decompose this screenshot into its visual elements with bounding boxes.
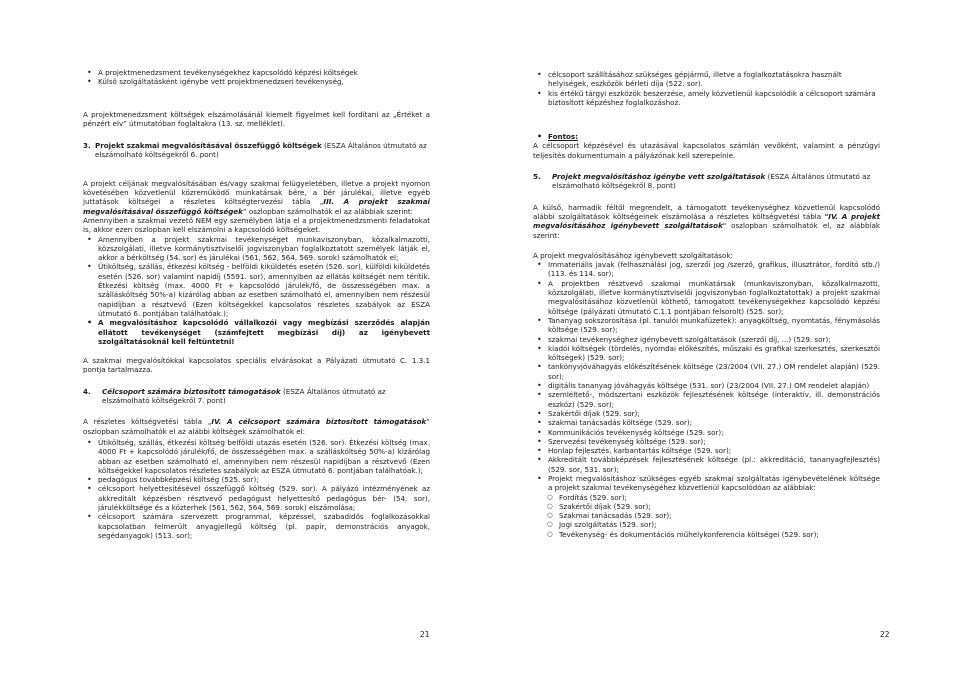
services-sublist xyxy=(533,493,880,539)
top-bullet-list xyxy=(533,70,880,107)
section-title: Projekt szakmai megvalósításával összefüggő költségek xyxy=(95,141,322,151)
sublist-item: ○ Fordítás (529. sor); xyxy=(559,493,880,502)
paragraph xyxy=(83,417,430,436)
paragraph xyxy=(533,203,880,240)
list-item: • szemléltető-, módszertani eszközök fejlesztésének költsége (interaktív, ill. demonstrációs eszköz) (529. sor); xyxy=(548,390,880,409)
paragraph-text: A külső, harmadik féltől megrendelt, a támogatott tevékenységhez közvetlenül kapcsolódó alábbi szolgáltatások költségeinek elszámolása a részletes költségvetési tábla xyxy=(533,202,880,221)
list-item: • Immateriális javak (felhasználási jog, szerzői jog /szerző, grafikus, illusztrátor, fordító stb./) (113. és 114. sor); xyxy=(548,260,880,279)
fontos-list xyxy=(533,132,880,141)
list-item: • Útiköltség, szállás, étkezési költség belföldi utazás esetén (526. sor). Étkezési költség (max. 4000 Ft + kapcsolódó járulék/fő, de összességében max. a szállásköltség 50%-a) kizárólag abban az esetben számolható el, amennyiben nem részesül napidíjban a résztvevő (Ezen költségekkel kapcsolatos részletes szabályok az ESZA útmutató 6. pontjában találhatóak.); xyxy=(98,438,430,475)
list-item: • Akkreditált továbbképzések fejlesztésének költsége (pl.: akkreditáció, tananyagfejlesztés) (529. sor, 531. sor); xyxy=(548,455,880,474)
list-item: • kis értékű tárgyi eszközök beszerzése, amely közvetlenül kapcsolódik a célcsoport számára biztosított képzéshez foglalkozáshoz. xyxy=(548,89,880,108)
list-item: • tankönyvjóváhagyás előkészítésének költsége (23/2004 (VII. 27.) OM rendelet alapján) (529. sor); xyxy=(548,362,880,381)
list-item: • Amennyiben a projekt szakmai tevékenységet munkaviszonyban, közalkalmazotti, közszolgálati, illetve kormánytisztviselői jogviszonyban foglalkoztatott személyek látják el, akkor a bérköltség (54. sor) és járulékai (561, 562, 564, 569. sorok) számolhatók el; xyxy=(98,235,430,263)
list-item: • Projekt megvalósításhoz szükséges egyéb szakmai szolgáltatás igénybevételének költsége a projekt szakmai tevékenységéhez közvetlenül kapcsolódóan az alábbiak: xyxy=(548,474,880,493)
column-ref: "IV. A projekt megvalósításához igénybevett szolgáltatások xyxy=(533,211,880,231)
paragraph-text: A részletes költségvetési tábla „ xyxy=(83,417,212,427)
paragraph: A szakmai megvalósítókkal kapcsolatos speciális elvárásokat a Pályázati útmutató C. 1.3.1 pontja tartalmazza. xyxy=(83,356,430,375)
column-ref: III. A projekt szakmai megvalósításával összefüggő költségek xyxy=(83,197,430,216)
fontos-text: A célcsoport képzésével és utazásával kapcsolatos számlán vevőként, valamint a pénzügyi teljesítés dokumentumain a pályázónak kell szerepelnie. xyxy=(533,141,880,160)
column-ref: IV. A célcsoport számára biztosított támogatások xyxy=(211,417,427,427)
list-item: • szakmai tevékenységhez igénybevett szolgáltatások (szerzői díj, ...) (529. sor); xyxy=(548,335,880,344)
left-column xyxy=(83,0,430,540)
section-title: Projekt megvalósításhoz igénybe vett szolgáltatások xyxy=(552,172,766,182)
target-group-cost-list xyxy=(83,438,430,540)
paragraph: Amennyiben a szakmai vezető NEM egy személyben látja el a projektmenedzsmenti feladatokat is, akkor ezen oszlopban kell elszámolni a kapcsolódó költségeket. xyxy=(83,215,430,235)
list-item: • Tananyag sokszorosítása (pl. tanulói munkafüzetek): anyagköltség, nyomtatás, fénymásolás költsége (529. sor); xyxy=(548,316,880,335)
list-item: • Szakértői díjak (529. sor); xyxy=(548,409,880,418)
pm-paragraph: A projektmenedzsment költségek elszámolásánál kiemelt figyelmet kell fordítani az „Értéket a pénzért elv” útmutatóban foglaltakra (13. sz. melléklet). xyxy=(83,109,430,128)
section-ref: (ESZA Általános útmutató az elszámolható költségekről 7. pont) xyxy=(102,386,386,406)
paragraph xyxy=(83,179,430,216)
list-item: • A projektmenedzsment tevékenységekhez kapcsolódó képzési költségek xyxy=(98,68,430,77)
list-item: • szakmai tanácsadás költsége (529. sor); xyxy=(548,418,880,427)
list-item: • célcsoport szállításához szükséges gépjármű, illetve a foglalkoztatásokra használt helyiségek, eszközök bérleti díja (522. sor). xyxy=(548,70,880,89)
fontos-label: • Fontos: xyxy=(548,132,880,141)
section-3-heading xyxy=(83,141,430,160)
paragraph-text: ” oszlopban számolhatók el az alábbi költségek számolhatók el: xyxy=(83,417,430,436)
page-right xyxy=(480,0,960,677)
services-list xyxy=(533,260,880,492)
list-item: • A projektben résztvevő szakmai munkatársak (munkaviszonyban, közalkalmazotti, közszolgálati, illetve kormánytisztviselői jogviszonyban foglalkoztatottak) a projekt szakmai megvalósításához közvetlenül köthető, támogatott tevékenységekhez kapcsolódó képzési költsége (pályázati útmutató C.1.1 pontjában felsorolt) (525. sor); xyxy=(548,279,880,316)
right-column xyxy=(533,0,880,539)
list-item: • Honlap fejlesztés, karbantartás költsége (529. sor); xyxy=(548,446,880,455)
paragraph-text: " oszlopban számolhatók el, az alábbiak szerint: xyxy=(533,221,880,240)
section-5-heading xyxy=(533,172,880,191)
list-item: • célcsoport számára szervezett programmal, képzéssel, szabadidős foglalkozásokkal kapcsolatban felmerült anyagjellegű költség (pl. papír, demonstrációs anyagok, segédanyagok) (513. sor); xyxy=(98,512,430,540)
page-number: 21 xyxy=(420,630,430,639)
list-item: • pedagógus továbbképzési költség (525. sor); xyxy=(98,475,430,484)
section-number: 5. xyxy=(533,172,541,182)
top-bullet-list xyxy=(83,68,430,87)
section-number: 4. xyxy=(83,386,91,396)
section-4-heading xyxy=(83,387,430,406)
list-item: • kiadói költségek (tördelés, nyomdai előkészítés, műszaki és grafikai szerkesztés, szerkesztői költségek) (529. sor); xyxy=(548,344,880,363)
sublist-item: ○ Szakmai tanácsadás (529. sor); xyxy=(559,511,880,520)
list-item-highlight: • A megvalósításhoz kapcsolódó vállalkozói vagy megbízási szerződés alapján ellátott tevékenységet (számfejtett megbízási díj) az igénybevett szolgáltatásoknál kell feltüntetni! xyxy=(98,318,430,346)
list-item: • Kommunikációs tevékenység költsége (529. sor); xyxy=(548,428,880,437)
sublist-item: ○ Szakértői díjak (529. sor); xyxy=(559,502,880,511)
sublist-item: ○ Jogi szolgáltatás (529. sor); xyxy=(559,520,880,529)
sublist-item: ○ Tevékenység- és dokumentációs műhelykonferencia költségei (529. sor); xyxy=(559,530,880,539)
list-item: • digitális tananyag jóváhagyás költsége (531. sor) (23/2004 (VII. 27.) OM rendelet alapján) xyxy=(548,381,880,390)
section-title: Célcsoport számára biztosított támogatások xyxy=(102,386,281,396)
staff-cost-list xyxy=(83,235,430,347)
list-item: • Szervezési tevékenység költsége (529. sor); xyxy=(548,437,880,446)
page-number: 22 xyxy=(880,630,890,639)
section-number: 3. xyxy=(83,141,91,151)
section-ref: (ESZA Általános útmutató az elszámolható költségekről 8. pont) xyxy=(552,172,871,191)
paragraph-text: A projekt céljának megvalósításában és/vagy szakmai felügyeletében, illetve a projekt nyomon követésében közvetlenül közreműködő munkatársak bére, a bér járulékai, illetve egyéb juttatások költségei a részletes költségtervezési tábla „ xyxy=(83,178,430,207)
paragraph: A projekt megvalósításához igénybevett szolgáltatások: xyxy=(533,250,733,260)
list-item: • Útiköltség, szállás, étkezési költség - belföldi kiküldetés esetén (526. sor), külföldi kiküldetés esetén (526. sor) valamint napidíj (5591. sor), amennyiben az ellátás költségét nem térítik. Étkezési költség (max. 4000 Ft + kapcsolódó járulék/fő, de összességében max. a szállásköltség 50%-a) kizárólag abban az esetben számolható el, amennyiben nem részesül napidíjban a résztvevő (Ezen költségekkel kapcsolatos részletes szabályok az ESZA útmutató 6. pontjában találhatóak.); xyxy=(98,262,430,318)
list-item: • célcsoport helyettesítésével összefüggő költség (529. sor). A pályázó intézményének az akkreditált képzésben résztvevő pedagógust helyettesítő pedagógus bér- (54. sor), járulékköltsége és a közterhek (561, 562, 564, 569. sorok) elszámolása; xyxy=(98,484,430,512)
paragraph-text: ” oszlopban számolhatók el az alábbiak szerint: xyxy=(242,206,414,216)
section-ref: (ESZA Általános útmutató az elszámolható költségekről 6. pont) xyxy=(95,141,427,160)
list-item: • Külső szolgáltatásként igénybe vett projektmenedzseri tevékenység, xyxy=(98,77,430,86)
